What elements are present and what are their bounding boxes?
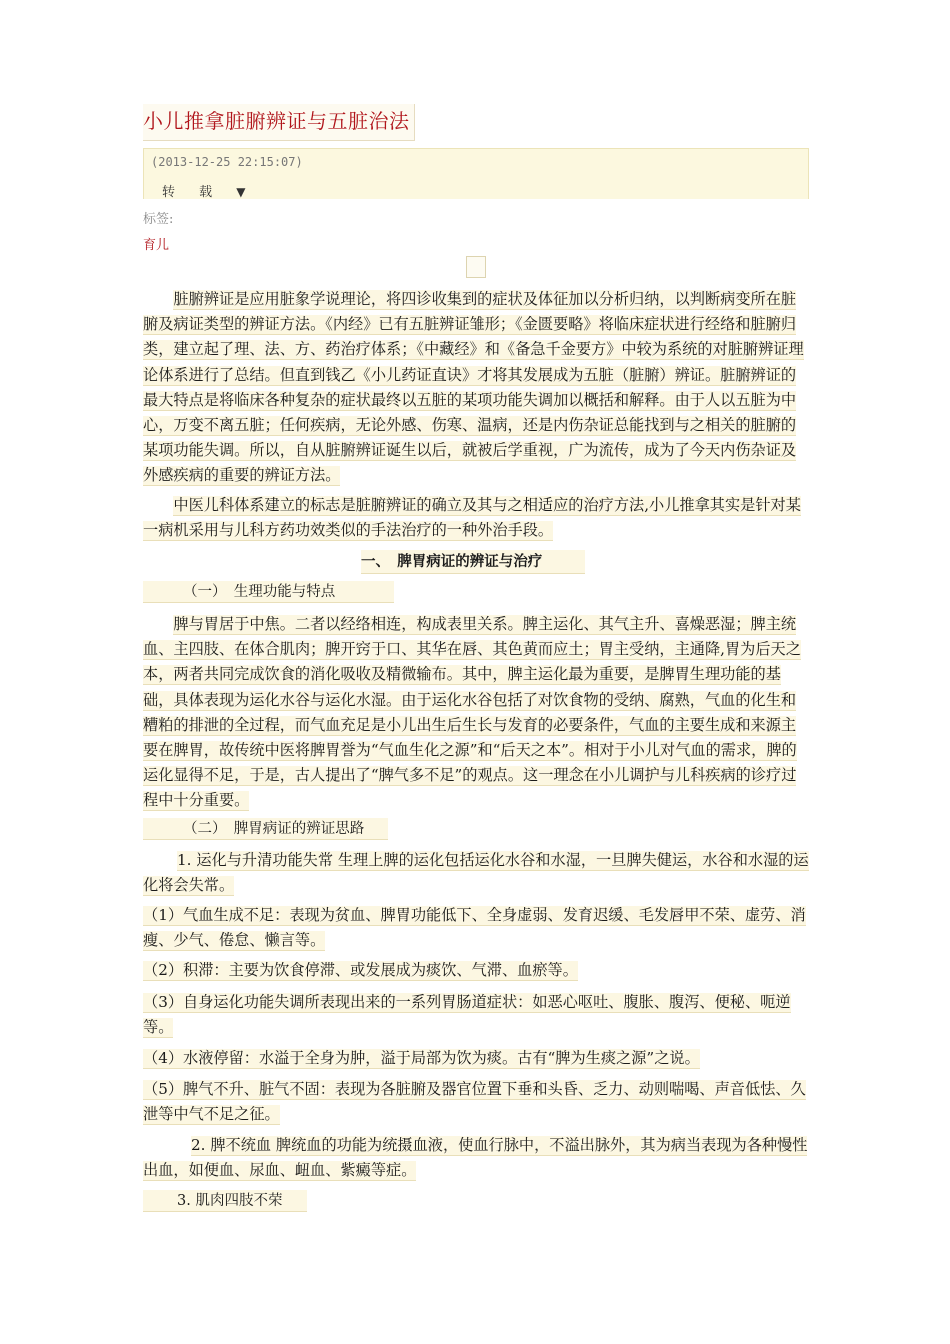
paragraph-4-text: 1. 运化与升清功能失常 生理上脾的运化包括运化水谷和水湿，一旦脾失健运，水谷和水湿的运化将会失常。: [143, 851, 809, 895]
list-item-2-text: （2）积滞：主要为饮食停滞、或发展成为痰饮、气滞、血瘀等。: [143, 961, 578, 979]
paragraph-3: [143, 612, 809, 814]
paragraph-5-text: 2. 脾不统血 脾统血的功能为统摄血液，使血行脉中，不溢出脉外，其为病当表现为各种慢性出血，如便血、尿血、衄血、紫癜等症。: [143, 1136, 808, 1180]
article-title: 小儿推拿脏腑辨证与五脏治法: [143, 104, 415, 141]
paragraph-3-text: 脾与胃居于中焦。二者以经络相连，构成表里关系。脾主运化、其气主升、喜燥恶湿；脾主统血、主四肢、在体合肌肉；脾开窍于口、其华在唇、其色黄而应土；胃主受纳，主通降,胃为后天之本，两者共同完成饮食的消化吸收及精微输布。其中，脾主运化最为重要，是脾胃生理功能的基础，具体表现为运化水谷与运化水湿。由于运化水谷包括了对饮食物的受纳、腐熟，气血的化生和糟粕的排泄的全过程，而气血充足是小儿出生后生长与发育的必要条件，气血的主要生成和来源主要在脾胃，故传统中医将脾胃誉为“气血生化之源”和“后天之本”。相对于小儿对气血的需求，脾的运化显得不足，于是，古人提出了“脾气多不足”的观点。这一理念在小儿调护与儿科疾病的诊疗过程中十分重要。: [143, 615, 801, 810]
section-heading-1: 一、 脾胃病证的辨证与治疗: [361, 550, 585, 574]
paragraph-1-text: 脏腑辨证是应用脏象学说理论，将四诊收集到的症状及体征加以分析归纳，以判断病变所在脏腑及病证类型的辨证方法。《内经》已有五脏辨证雏形；《金匮要略》将临床症状进行经络和脏腑归类，建立起了理、法、方、药治疗体系；《中藏经》和《备急千金要方》中较为系统的对脏腑辨证理论体系进行了总结。但直到钱乙《小儿药证直诀》才将其发展成为五脏（脏腑）辨证。脏腑辨证的最大特点是将临床各种复杂的症状最终以五脏的某项功能失调加以概括和解释。由于人以五脏为中心，万变不离五脏；任何疾病，无论外感、伤寒、温病，还是内伤杂证总能找到与之相关的脏腑的某项功能失调。所以，自从脏腑辨证诞生以后，就被后学重视，广为流传，成为了今天内伤杂证及外感疾病的重要的辨证方法。: [143, 290, 804, 485]
dropdown-arrow-icon[interactable]: ▼: [236, 185, 246, 199]
repost-text[interactable]: 转 载: [162, 185, 223, 200]
subheading-1: （一） 生理功能与特点: [143, 581, 394, 603]
paragraph-1: [143, 287, 809, 489]
repost-label[interactable]: [162, 181, 246, 200]
list-item-5-text: （5）脾气不升、脏气不固：表现为各脏腑及器官位置下垂和头昏、乏力、动则喘喝、声音低怯、久泄等中气不足之征。: [143, 1080, 806, 1124]
article-meta: [143, 148, 809, 199]
paragraph-5: [143, 1133, 809, 1183]
tags-label: 标签:: [143, 212, 174, 227]
list-item-2: [143, 958, 809, 983]
publish-date: (2013-12-25 22:15:07): [151, 155, 303, 169]
paragraph-6: 3. 肌肉四肢不荣: [143, 1190, 307, 1212]
paragraph-2: [143, 493, 809, 543]
list-item-5: [143, 1077, 809, 1127]
subheading-2: （二） 脾胃病证的辨证思路: [143, 818, 388, 840]
list-item-1: [143, 903, 809, 953]
image-placeholder: [466, 256, 486, 278]
tag-link-parenting[interactable]: 育儿: [143, 238, 170, 253]
list-item-3-text: （3）自身运化功能失调所表现出来的一系列胃肠道症状：如恶心呕吐、腹胀、腹泻、便秘、呃逆等。: [143, 993, 791, 1037]
paragraph-2-text: 中医儿科体系建立的标志是脏腑辨证的确立及其与之相适应的治疗方法,小儿推拿其实是针对某一病机采用与儿科方药功效类似的手法治疗的一种外治手段。: [143, 496, 801, 540]
list-item-3: [143, 990, 809, 1040]
paragraph-4: [143, 848, 809, 898]
list-item-4-text: （4）水液停留：水溢于全身为肿，溢于局部为饮为痰。古有“脾为生痰之源”之说。: [143, 1049, 700, 1067]
list-item-1-text: （1）气血生成不足：表现为贫血、脾胃功能低下、全身虚弱、发育迟缓、毛发唇甲不荣、虚劳、消瘦、少气、倦怠、懒言等。: [143, 906, 806, 950]
list-item-4: [143, 1046, 809, 1071]
